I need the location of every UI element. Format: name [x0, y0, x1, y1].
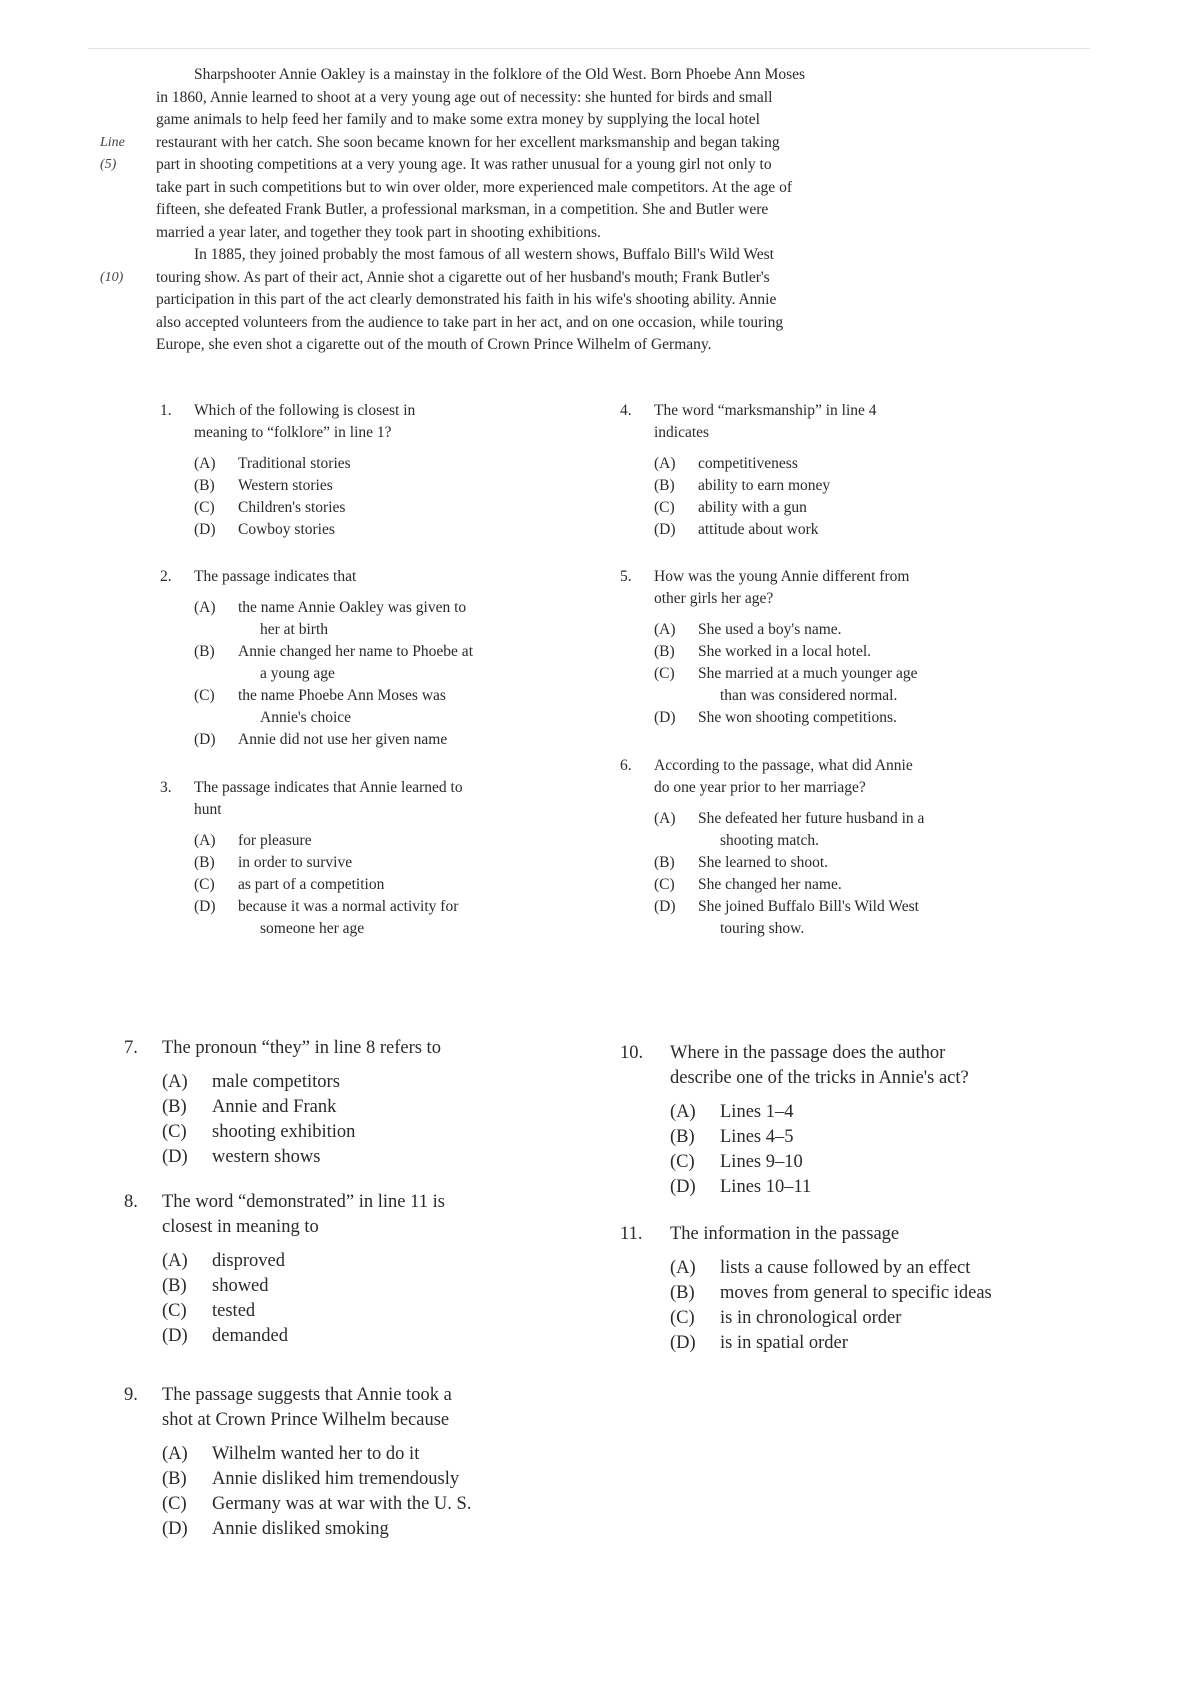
question-number: 11. — [620, 1224, 643, 1244]
option-text: Annie did not use her given name — [238, 731, 448, 748]
question-6 — [620, 755, 1040, 940]
question-5 — [620, 566, 1040, 729]
answer-option — [670, 1306, 1090, 1331]
option-text: Lines 10–11 — [720, 1177, 812, 1197]
option-text: because it was a normal activity for — [238, 898, 459, 915]
option-text: someone her age — [260, 920, 365, 937]
option-letter: (C) — [162, 1494, 187, 1514]
question-number: 9. — [124, 1385, 138, 1405]
answer-option — [162, 1299, 594, 1324]
option-text: is in spatial order — [720, 1333, 848, 1353]
question-text: closest in meaning to — [162, 1217, 319, 1237]
passage-line — [100, 132, 1040, 155]
option-letter: (D) — [194, 731, 216, 748]
question-3 — [160, 777, 580, 940]
option-text: Lines 1–4 — [720, 1102, 794, 1122]
option-letter: (D) — [162, 1519, 188, 1539]
option-text: showed — [212, 1276, 269, 1296]
option-text: the name Annie Oakley was given to — [238, 599, 467, 616]
option-text: is in chronological order — [720, 1308, 902, 1328]
option-text: Children's stories — [238, 499, 346, 516]
question-text: How was the young Annie different from — [654, 568, 910, 585]
answer-options — [124, 1070, 594, 1170]
option-text: demanded — [212, 1326, 289, 1346]
option-letter: (C) — [654, 876, 675, 893]
option-text: ability to earn money — [698, 477, 831, 494]
answer-option — [162, 1442, 594, 1467]
question-stem — [620, 755, 1040, 799]
option-letter: (A) — [654, 455, 676, 472]
question-stem — [160, 400, 580, 444]
answer-options — [124, 1442, 594, 1542]
answer-option — [654, 641, 1040, 663]
option-letter: (C) — [654, 499, 675, 516]
answer-options — [620, 619, 1040, 729]
line-number: (5) — [100, 157, 117, 172]
top-divider — [88, 48, 1090, 49]
question-number: 1. — [160, 402, 172, 419]
question-text: meaning to “folklore” in line 1? — [194, 424, 392, 441]
option-letter: (A) — [654, 621, 676, 638]
answer-option — [670, 1256, 1090, 1281]
answer-option — [654, 874, 1040, 896]
answer-option — [194, 597, 580, 641]
passage-line-text: game animals to help feed her family and to make some extra money by supplying the local hotel — [156, 111, 760, 128]
option-letter: (C) — [670, 1152, 695, 1172]
option-text: She learned to shoot. — [698, 854, 829, 871]
question-number: 7. — [124, 1038, 138, 1058]
option-letter: (B) — [162, 1469, 187, 1489]
answer-options — [620, 1100, 1090, 1200]
answer-option — [654, 453, 1040, 475]
passage-line-text: married a year later, and together they took part in shooting exhibitions. — [156, 223, 601, 241]
option-letter: (B) — [654, 477, 675, 494]
option-text: Western stories — [238, 477, 333, 494]
passage-line-text: touring show. As part of their act, Annie shot a cigarette out of her husband's mouth; Frank Butler's — [156, 268, 770, 286]
answer-option — [670, 1331, 1090, 1356]
option-letter: (C) — [194, 499, 215, 516]
option-text: Germany was at war with the U. S. — [212, 1494, 472, 1514]
option-letter: (D) — [162, 1147, 188, 1167]
passage-line — [100, 154, 1040, 177]
option-letter: (D) — [654, 521, 676, 538]
answer-option — [162, 1145, 594, 1170]
line-number: Line — [100, 134, 125, 150]
option-text: Wilhelm wanted her to do it — [212, 1444, 420, 1464]
question-7 — [124, 1036, 594, 1170]
passage-line — [100, 334, 1040, 357]
option-letter: (A) — [654, 810, 676, 827]
passage-line-text: take part in such competitions but to win over older, more experienced male competitors. At the age of — [156, 178, 792, 196]
question-1 — [160, 400, 580, 541]
option-text: She defeated her future husband in a — [698, 810, 925, 827]
option-text: Annie's choice — [260, 709, 352, 726]
question-stem — [160, 777, 580, 821]
question-text: Where in the passage does the author — [670, 1043, 946, 1063]
option-text: lists a cause followed by an effect — [720, 1258, 971, 1278]
answer-options — [160, 830, 580, 940]
answer-option — [670, 1175, 1090, 1200]
option-text: Cowboy stories — [238, 521, 335, 538]
passage-line-text: restaurant with her catch. She soon became known for her excellent marksmanship and began taking — [156, 133, 780, 151]
option-letter: (A) — [162, 1072, 188, 1092]
option-letter: (D) — [194, 521, 216, 538]
answer-option — [654, 497, 1040, 519]
option-text: the name Phoebe Ann Moses was — [238, 687, 446, 704]
answer-option — [194, 519, 580, 541]
answer-option — [654, 519, 1040, 541]
answer-option — [654, 707, 1040, 729]
passage-line-text: Europe, she even shot a cigarette out of the mouth of Crown Prince Wilhelm of Germany. — [156, 336, 712, 353]
answer-options — [620, 453, 1040, 541]
option-text: Annie disliked smoking — [212, 1519, 389, 1539]
passage-line — [100, 222, 1040, 245]
option-letter: (C) — [194, 876, 215, 893]
option-letter: (A) — [670, 1258, 696, 1278]
passage-line — [100, 312, 1040, 335]
option-letter: (A) — [162, 1251, 188, 1271]
answer-option — [654, 896, 1040, 940]
option-letter: (A) — [194, 599, 216, 616]
question-text: The pronoun “they” in line 8 refers to — [162, 1038, 441, 1058]
question-11 — [620, 1222, 1090, 1356]
question-stem — [124, 1036, 594, 1061]
option-text: moves from general to specific ideas — [720, 1283, 992, 1303]
option-text: She used a boy's name. — [698, 621, 842, 638]
question-text: The passage indicates that Annie learned to — [194, 779, 463, 796]
answer-option — [194, 874, 580, 896]
passage-line — [100, 267, 1040, 290]
question-number: 3. — [160, 779, 172, 796]
option-text: ability with a gun — [698, 499, 807, 516]
answer-option — [654, 852, 1040, 874]
answer-option — [162, 1324, 594, 1349]
question-number: 2. — [160, 568, 172, 585]
option-text: male competitors — [212, 1072, 340, 1092]
question-text: do one year prior to her marriage? — [654, 779, 866, 796]
answer-option — [162, 1517, 594, 1542]
answer-option — [654, 808, 1040, 852]
option-text: as part of a competition — [238, 876, 385, 893]
passage-line-text: also accepted volunteers from the audience to take part in her act, and on one occasion, while touring — [156, 313, 784, 331]
answer-option — [162, 1492, 594, 1517]
option-text: She changed her name. — [698, 876, 842, 893]
option-letter: (B) — [654, 854, 675, 871]
option-letter: (A) — [194, 455, 216, 472]
question-text: According to the passage, what did Annie — [654, 757, 913, 774]
passage-line-text: In 1885, they joined probably the most famous of all western shows, Buffalo Bill's Wild West — [194, 246, 774, 263]
option-letter: (D) — [162, 1326, 188, 1346]
answer-option — [654, 619, 1040, 641]
option-letter: (B) — [194, 854, 215, 871]
option-text: competitiveness — [698, 455, 798, 472]
answer-options — [620, 1256, 1090, 1356]
question-text: other girls her age? — [654, 590, 774, 607]
option-text: her at birth — [260, 621, 329, 638]
question-text: Which of the following is closest in — [194, 402, 416, 419]
option-text: Lines 9–10 — [720, 1152, 803, 1172]
answer-option — [194, 896, 580, 940]
option-letter: (C) — [194, 687, 215, 704]
passage-line — [100, 199, 1040, 222]
option-text: than was considered normal. — [720, 687, 898, 704]
option-letter: (A) — [194, 832, 216, 849]
passage-line-text: participation in this part of the act clearly demonstrated his faith in his wife's shooting ability. Annie — [156, 291, 777, 308]
question-text: hunt — [194, 801, 222, 818]
passage-line — [100, 177, 1040, 200]
answer-option — [162, 1120, 594, 1145]
passage-line — [100, 244, 1040, 267]
question-text: describe one of the tricks in Annie's act? — [670, 1068, 969, 1088]
option-text: disproved — [212, 1251, 285, 1271]
answer-options — [160, 453, 580, 541]
option-letter: (D) — [194, 898, 216, 915]
passage-line — [100, 289, 1040, 312]
option-text: a young age — [260, 665, 335, 682]
option-text: Annie changed her name to Phoebe at — [238, 643, 473, 660]
option-letter: (D) — [670, 1333, 696, 1353]
option-letter: (C) — [162, 1122, 187, 1142]
option-letter: (B) — [670, 1283, 695, 1303]
question-text: The passage suggests that Annie took a — [162, 1385, 452, 1405]
answer-option — [162, 1070, 594, 1095]
option-letter: (C) — [670, 1308, 695, 1328]
question-10 — [620, 1041, 1090, 1200]
answer-option — [194, 830, 580, 852]
option-text: western shows — [212, 1147, 321, 1167]
question-number: 10. — [620, 1043, 644, 1063]
option-letter: (C) — [162, 1301, 187, 1321]
option-letter: (D) — [654, 709, 676, 726]
question-stem — [620, 1041, 1090, 1091]
option-text: shooting match. — [720, 832, 820, 849]
option-text: shooting exhibition — [212, 1122, 356, 1142]
option-letter: (B) — [194, 477, 215, 494]
option-letter: (A) — [670, 1102, 696, 1122]
option-text: Traditional stories — [238, 455, 351, 472]
option-letter: (B) — [194, 643, 215, 660]
answer-option — [194, 685, 580, 729]
question-stem — [620, 400, 1040, 444]
option-letter: (C) — [654, 665, 675, 682]
answer-option — [194, 453, 580, 475]
answer-option — [194, 641, 580, 685]
question-number: 8. — [124, 1192, 138, 1212]
answer-options — [620, 808, 1040, 940]
question-8 — [124, 1190, 594, 1349]
option-text: for pleasure — [238, 832, 312, 849]
question-number: 5. — [620, 568, 632, 585]
option-letter: (B) — [654, 643, 675, 660]
question-4 — [620, 400, 1040, 541]
answer-option — [162, 1249, 594, 1274]
option-text: She joined Buffalo Bill's Wild West — [698, 898, 919, 915]
passage-line — [100, 64, 1040, 87]
option-text: attitude about work — [698, 521, 819, 538]
option-letter: (B) — [670, 1127, 695, 1147]
option-letter: (D) — [654, 898, 676, 915]
option-letter: (B) — [162, 1276, 187, 1296]
option-letter: (D) — [670, 1177, 696, 1197]
question-text: The word “marksmanship” in line 4 — [654, 402, 877, 419]
option-letter: (B) — [162, 1097, 187, 1117]
answer-option — [670, 1100, 1090, 1125]
option-text: Annie disliked him tremendously — [212, 1469, 460, 1489]
question-text: indicates — [654, 424, 710, 441]
question-stem — [620, 566, 1040, 610]
option-text: in order to survive — [238, 854, 353, 871]
question-number: 4. — [620, 402, 632, 419]
answer-option — [194, 729, 580, 751]
passage-line-text: fifteen, she defeated Frank Butler, a professional marksman, in a competition. She and Butler were — [156, 201, 769, 218]
passage-line — [100, 109, 1040, 132]
answer-option — [670, 1125, 1090, 1150]
answer-option — [654, 663, 1040, 707]
question-9 — [124, 1383, 594, 1542]
question-stem — [124, 1190, 594, 1240]
reading-passage — [100, 64, 1040, 357]
question-stem — [620, 1222, 1090, 1247]
answer-options — [160, 597, 580, 751]
option-text: tested — [212, 1301, 256, 1321]
answer-option — [670, 1150, 1090, 1175]
question-text: The word “demonstrated” in line 11 is — [162, 1192, 445, 1212]
line-number: (10) — [100, 269, 124, 285]
option-text: Annie and Frank — [212, 1097, 337, 1117]
question-number: 6. — [620, 757, 632, 774]
option-text: She married at a much younger age — [698, 665, 918, 682]
answer-option — [194, 852, 580, 874]
question-text: The information in the passage — [670, 1224, 900, 1244]
option-letter: (A) — [162, 1444, 188, 1464]
question-stem — [160, 566, 580, 588]
passage-line — [100, 87, 1040, 110]
passage-line-text: in 1860, Annie learned to shoot at a very young age out of necessity: she hunted for birds and small — [156, 88, 773, 106]
question-2 — [160, 566, 580, 751]
answer-options — [124, 1249, 594, 1349]
answer-option — [162, 1467, 594, 1492]
option-text: touring show. — [720, 920, 805, 937]
question-text: The passage indicates that — [194, 568, 357, 585]
passage-line-text: part in shooting competitions at a very young age. It was rather unusual for a young girl not only to — [156, 156, 772, 173]
option-text: She won shooting competitions. — [698, 709, 897, 726]
answer-option — [194, 475, 580, 497]
option-text: She worked in a local hotel. — [698, 643, 872, 660]
answer-option — [670, 1281, 1090, 1306]
answer-option — [654, 475, 1040, 497]
question-text: shot at Crown Prince Wilhelm because — [162, 1410, 450, 1430]
answer-option — [162, 1095, 594, 1120]
question-stem — [124, 1383, 594, 1433]
option-text: Lines 4–5 — [720, 1127, 794, 1147]
answer-option — [194, 497, 580, 519]
answer-option — [162, 1274, 594, 1299]
passage-line-text: Sharpshooter Annie Oakley is a mainstay in the folklore of the Old West. Born Phoebe Ann Moses — [194, 66, 806, 83]
